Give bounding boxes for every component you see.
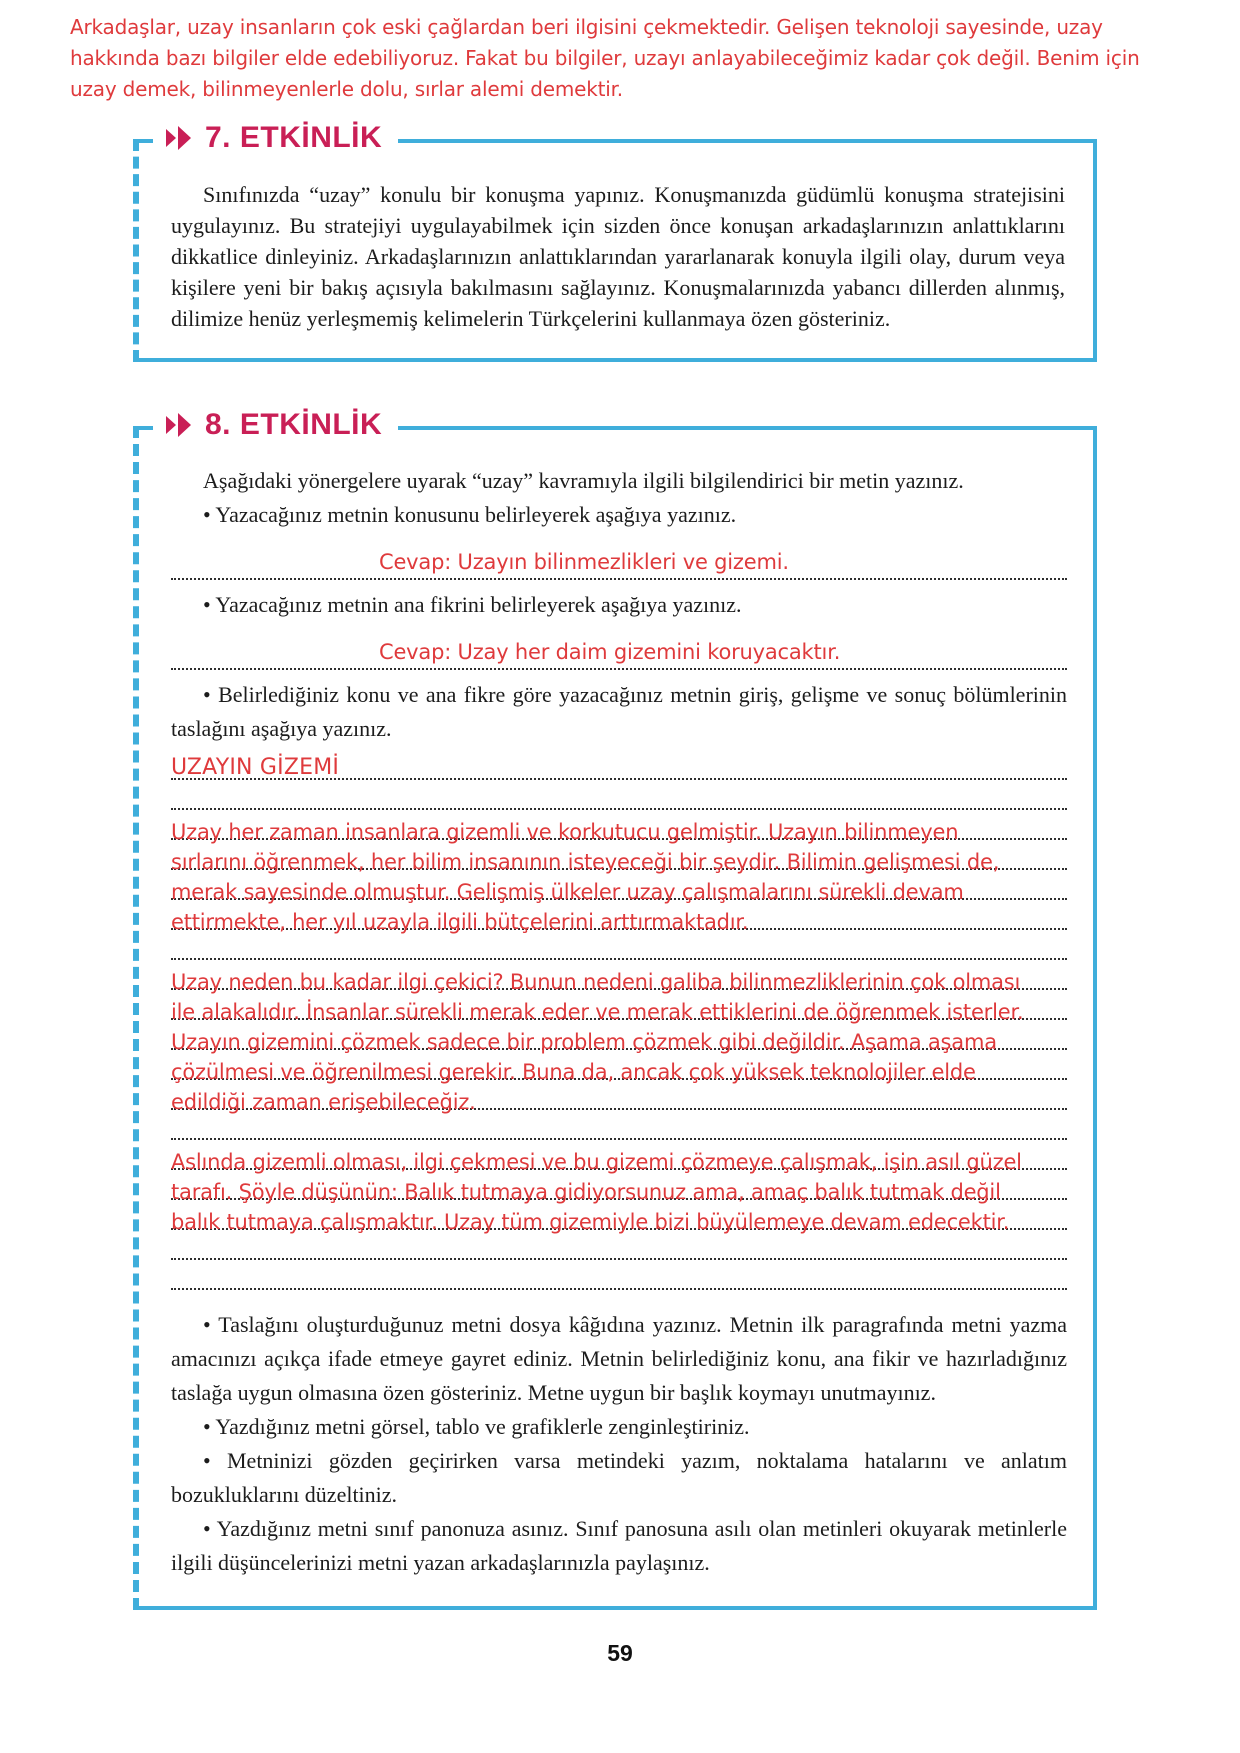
draft-line-row xyxy=(171,1230,1067,1260)
draft-line-text: çözülmesi ve öğrenilmesi gerekir. Buna da, ancak çok yüksek teknolojiler elde xyxy=(171,1060,976,1084)
instruction-bullet-review: • Metninizi gözden geçirirken varsa metindeki yazım, noktalama hatalarını ve anlatım bozukluklarını düzeltiniz. xyxy=(171,1448,1067,1507)
bullet-topic: • Yazacağınız metnin konusunu belirleyerek aşağıya yazınız. xyxy=(203,502,737,527)
draft-line-row xyxy=(171,960,1067,994)
draft-line-text: Uzay neden bu kadar ilgi çekici? Bunun nedeni galiba bilinmezliklerinin çok olması xyxy=(171,970,1021,994)
activity-8-box xyxy=(133,408,1097,1610)
draft-line-text: sırlarını öğrenmek, her bilim insanının isteyeceği bir şeydir. Bilimin gelişmesi de, xyxy=(171,850,1000,874)
draft-title-row xyxy=(171,750,1067,780)
draft-line-text: ettirmekte, her yıl uzayla ilgili bütçelerini arttırmaktadır. xyxy=(171,910,749,934)
draft-line-text: Uzayın gizemini çözmek sadece bir problem çözmek gibi değildir. Aşama aşama xyxy=(171,1030,997,1054)
activity-8-intro: Aşağıdaki yönergelere uyarak “uzay” kavramıyla ilgili bilgilendirici bir metin yazınız. xyxy=(203,468,964,493)
answer-topic-text: Cevap: Uzayın bilinmezlikleri ve gizemi. xyxy=(379,550,789,574)
draft-line-text: tarafı. Şöyle düşünün: Balık tutmaya gidiyorsunuz ama, amaç balık tutmak değil xyxy=(171,1180,1001,1204)
draft-line-row xyxy=(171,1170,1067,1204)
draft-line-row xyxy=(171,1140,1067,1174)
draft-line-row xyxy=(171,990,1067,1024)
instruction-bullet-write: • Taslağını oluşturduğunuz metni dosya kâğıdına yazınız. Metnin ilk paragrafında metni yazma amacınızı açıkça ifade etmeye gayret ediniz. Metnin belirlediğiniz konu, ana fikir ve hazırladığınız taslağa uygun olmasına özen gösteriniz. Metne uygun bir başlık koymayı unutmayınız. xyxy=(171,1312,1067,1405)
activity-7-title xyxy=(153,121,398,155)
draft-line-row xyxy=(171,1050,1067,1084)
draft-line-text: edildiği zaman erişebileceğiz. xyxy=(171,1090,476,1114)
draft-title-text: UZAYIN GİZEMİ xyxy=(171,755,340,780)
activity-7-title-label: 7. ETKİNLİK xyxy=(205,121,383,154)
draft-worksheet xyxy=(171,750,1067,1290)
draft-line-row xyxy=(171,930,1067,960)
draft-line-text: ile alakalıdır. İnsanlar sürekli merak eder ve merak ettiklerini de öğrenmek isterler. xyxy=(171,1000,1024,1024)
activity-7-box xyxy=(133,121,1097,362)
draft-line-row xyxy=(171,840,1067,874)
draft-line-row xyxy=(171,810,1067,844)
double-right-arrows-icon xyxy=(163,126,195,150)
draft-ruled-lines xyxy=(171,780,1067,1290)
page-intro-text: Arkadaşlar, uzay insanların çok eski çağlardan beri ilgisini çekmektedir. Gelişen teknoloji sayesinde, uzay hakkında bazı bilgiler elde edebiliyoruz. Fakat bu bilgiler, uzayı anlayabileceğimiz kadar çok değil. Benim için uzay demek, bilinmeyenlerle dolu, sırlar alemi demektir. xyxy=(70,15,1140,101)
instruction-bullet-share: • Yazdığınız metni sınıf panonuza asınız. Sınıf panosuna asılı olan metinleri okuyarak metinlerle ilgili düşüncelerinizi metni yazan arkadaşlarınızla paylaşınız. xyxy=(171,1516,1067,1575)
activity-8-title-label: 8. ETKİNLİK xyxy=(205,408,383,441)
activity-8-title xyxy=(153,408,398,442)
draft-line-row xyxy=(171,900,1067,934)
bullet-main-idea: • Yazacağınız metnin ana fikrini belirleyerek aşağıya yazınız. xyxy=(203,592,742,617)
bullet-draft: • Belirlediğiniz konu ve ana fikre göre yazacağınız metnin giriş, gelişme ve sonuç bölümlerinin taslağını aşağıya yazınız. xyxy=(171,682,1067,741)
page-number: 59 xyxy=(607,1640,633,1666)
draft-line-row xyxy=(171,780,1067,810)
draft-line-row xyxy=(171,1110,1067,1140)
activity-7-body: Sınıfınızda “uzay” konulu bir konuşma yapınız. Konuşmanızda güdümlü konuşma stratejisini uygulayınız. Bu stratejiyi uygulayabilmek için sizden önce konuşan arkadaşlarınızın anlattıklarını dikkatlice dinleyiniz. Arkadaşlarınızın anlattıklarından yararlanarak konuyla ilgili olay, durum veya kişilere yeni bir bakış açısıyla bakılmasını sağlayınız. Konuşmalarınızda yabancı dillerden alınmış, dilimize henüz yerleşmemiş kelimelerin Türkçelerini kullanmaya özen gösteriniz. xyxy=(171,182,1065,331)
closing-instructions xyxy=(171,1308,1067,1580)
draft-line-text: Uzay her zaman insanlara gizemli ve korkutucu gelmiştir. Uzayın bilinmeyen xyxy=(171,820,959,844)
answer-line-topic xyxy=(171,532,1067,580)
instruction-bullet-enrich: • Yazdığınız metni görsel, tablo ve grafiklerle zenginleştiriniz. xyxy=(203,1414,750,1439)
answer-line-main-idea xyxy=(171,622,1067,670)
draft-line-text: merak sayesinde olmuştur. Gelişmiş ülkeler uzay çalışmalarını sürekli devam xyxy=(171,880,964,904)
draft-line-row xyxy=(171,870,1067,904)
draft-line-text: balık tutmaya çalışmaktır. Uzay tüm gizemiyle bizi büyülemeye devam edecektir. xyxy=(171,1210,1010,1234)
draft-line-text: Aslında gizemli olması, ilgi çekmesi ve bu gizemi çözmeye çalışmak, işin asıl güzel xyxy=(171,1150,1022,1174)
draft-line-row xyxy=(171,1020,1067,1054)
double-right-arrows-icon xyxy=(163,413,195,437)
draft-line-row xyxy=(171,1080,1067,1114)
draft-line-row xyxy=(171,1200,1067,1234)
answer-main-idea-text: Cevap: Uzay her daim gizemini koruyacaktır. xyxy=(379,640,841,664)
draft-line-row xyxy=(171,1260,1067,1290)
